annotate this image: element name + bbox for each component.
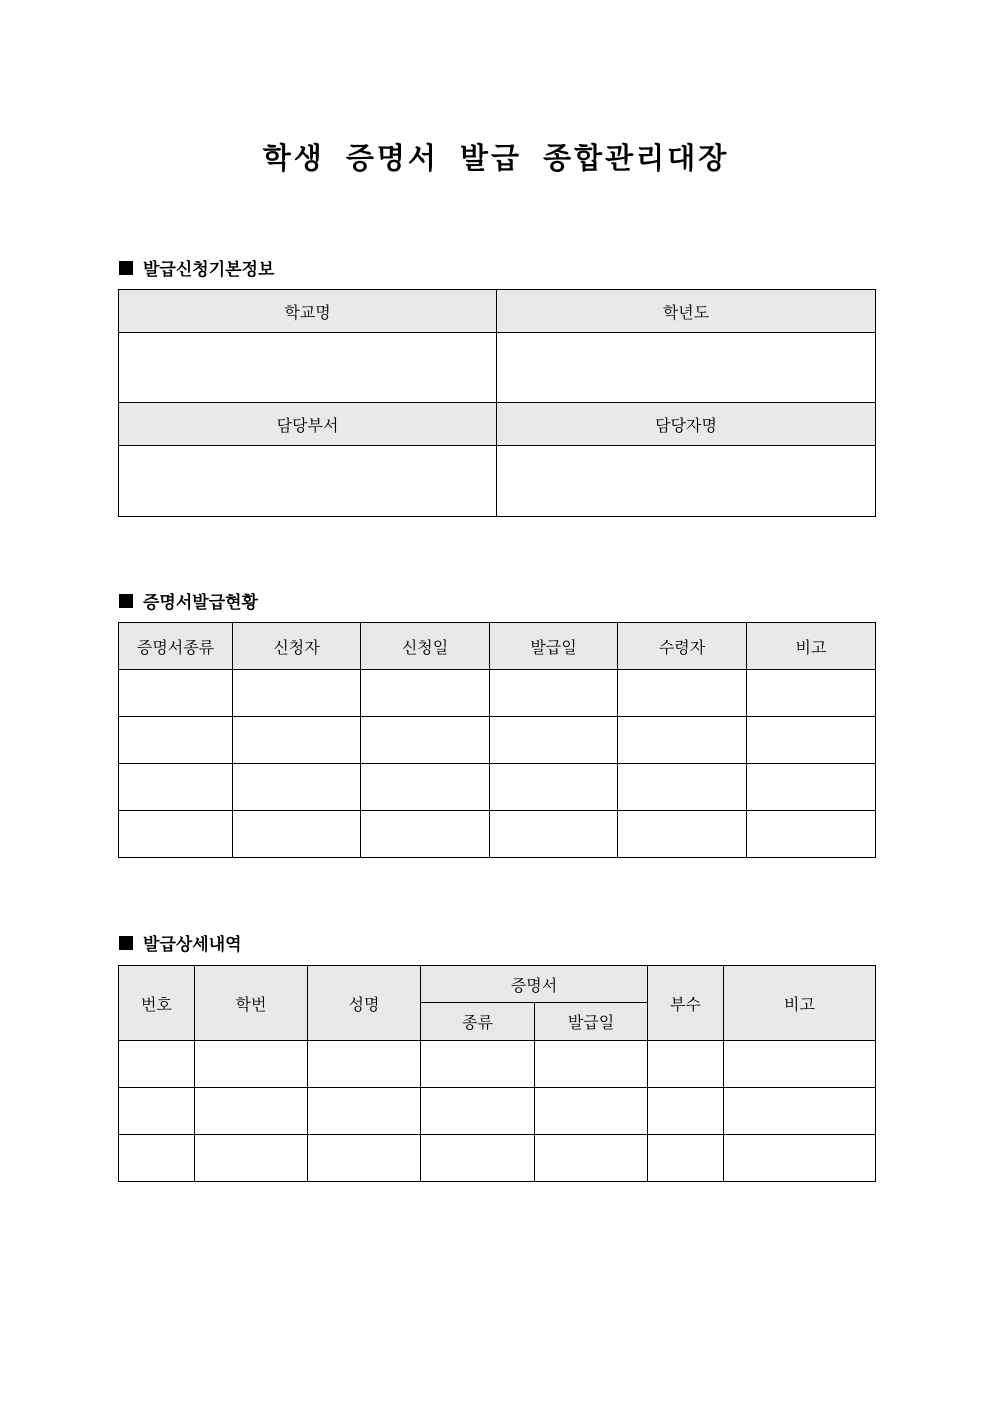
school-year-field[interactable] — [497, 333, 876, 403]
table-cell[interactable] — [195, 1135, 308, 1182]
table-row — [119, 811, 876, 858]
table-cell[interactable] — [490, 717, 618, 764]
header-remarks: 비고 — [724, 966, 876, 1041]
table-cell[interactable] — [618, 764, 747, 811]
table-cell[interactable] — [535, 1135, 648, 1182]
school-name-field[interactable] — [119, 333, 497, 403]
table-cell[interactable] — [361, 670, 490, 717]
header-name: 성명 — [308, 966, 421, 1041]
table-cell[interactable] — [421, 1135, 535, 1182]
table-cell[interactable] — [233, 717, 361, 764]
manager-name-field[interactable] — [497, 446, 876, 517]
table-cell[interactable] — [490, 670, 618, 717]
header-issue-date: 발급일 — [535, 1003, 648, 1041]
table-cell[interactable] — [648, 1135, 724, 1182]
header-remarks: 비고 — [747, 623, 876, 670]
document-title: 학생 증명서 발급 종합관리대장 — [262, 141, 730, 175]
table-cell[interactable] — [648, 1088, 724, 1135]
department-field[interactable] — [119, 446, 497, 517]
header-certificate-group: 증명서 — [421, 966, 648, 1003]
table-cell[interactable] — [308, 1088, 421, 1135]
table-cell[interactable] — [119, 811, 233, 858]
square-bullet-icon — [119, 261, 133, 275]
table-row — [119, 670, 876, 717]
section-heading-issuance-detail — [119, 930, 242, 955]
table-cell[interactable] — [648, 1041, 724, 1088]
basic-info-table — [118, 289, 876, 517]
table-cell[interactable] — [535, 1088, 648, 1135]
table-cell[interactable] — [618, 717, 747, 764]
table-row — [119, 1041, 876, 1088]
table-cell[interactable] — [308, 1041, 421, 1088]
header-certificate-type: 종류 — [421, 1003, 535, 1041]
section-heading-basic-info — [119, 255, 274, 280]
table-cell[interactable] — [618, 670, 747, 717]
table-cell[interactable] — [119, 1041, 195, 1088]
section-heading-label: 발급신청기본정보 — [143, 260, 275, 280]
table-cell[interactable] — [490, 811, 618, 858]
header-department: 담당부서 — [119, 403, 497, 446]
table-cell[interactable] — [119, 764, 233, 811]
square-bullet-icon — [119, 594, 133, 608]
header-student-id: 학번 — [195, 966, 308, 1041]
table-cell[interactable] — [421, 1088, 535, 1135]
issuance-detail-table — [118, 965, 876, 1182]
table-cell[interactable] — [535, 1041, 648, 1088]
table-cell[interactable] — [747, 764, 876, 811]
table-row — [119, 764, 876, 811]
table-cell[interactable] — [233, 811, 361, 858]
table-cell[interactable] — [747, 670, 876, 717]
header-certificate-type: 증명서종류 — [119, 623, 233, 670]
table-cell[interactable] — [195, 1041, 308, 1088]
header-school-year: 학년도 — [497, 290, 876, 333]
table-cell[interactable] — [195, 1088, 308, 1135]
header-applicant: 신청자 — [233, 623, 361, 670]
table-cell[interactable] — [361, 811, 490, 858]
table-cell[interactable] — [119, 717, 233, 764]
table-cell[interactable] — [119, 1088, 195, 1135]
table-cell[interactable] — [724, 1041, 876, 1088]
section-heading-issuance-status — [119, 588, 258, 613]
table-cell[interactable] — [618, 811, 747, 858]
section-heading-label: 발급상세내역 — [143, 935, 242, 955]
table-cell[interactable] — [724, 1135, 876, 1182]
issuance-status-table — [118, 622, 876, 858]
header-recipient: 수령자 — [618, 623, 747, 670]
square-bullet-icon — [119, 936, 133, 950]
table-row — [119, 1088, 876, 1135]
header-school-name: 학교명 — [119, 290, 497, 333]
table-row — [119, 1135, 876, 1182]
header-issue-date: 발급일 — [490, 623, 618, 670]
table-cell[interactable] — [233, 764, 361, 811]
table-cell[interactable] — [361, 764, 490, 811]
table-cell[interactable] — [119, 1135, 195, 1182]
table-cell[interactable] — [747, 811, 876, 858]
header-number: 번호 — [119, 966, 195, 1041]
header-manager-name: 담당자명 — [497, 403, 876, 446]
header-application-date: 신청일 — [361, 623, 490, 670]
header-copies: 부수 — [648, 966, 724, 1041]
table-cell[interactable] — [421, 1041, 535, 1088]
table-cell[interactable] — [724, 1088, 876, 1135]
table-cell[interactable] — [490, 764, 618, 811]
table-cell[interactable] — [119, 670, 233, 717]
section-heading-label: 증명서발급현황 — [143, 593, 258, 613]
table-cell[interactable] — [747, 717, 876, 764]
table-cell[interactable] — [233, 670, 361, 717]
table-cell[interactable] — [361, 717, 490, 764]
table-cell[interactable] — [308, 1135, 421, 1182]
table-row — [119, 717, 876, 764]
